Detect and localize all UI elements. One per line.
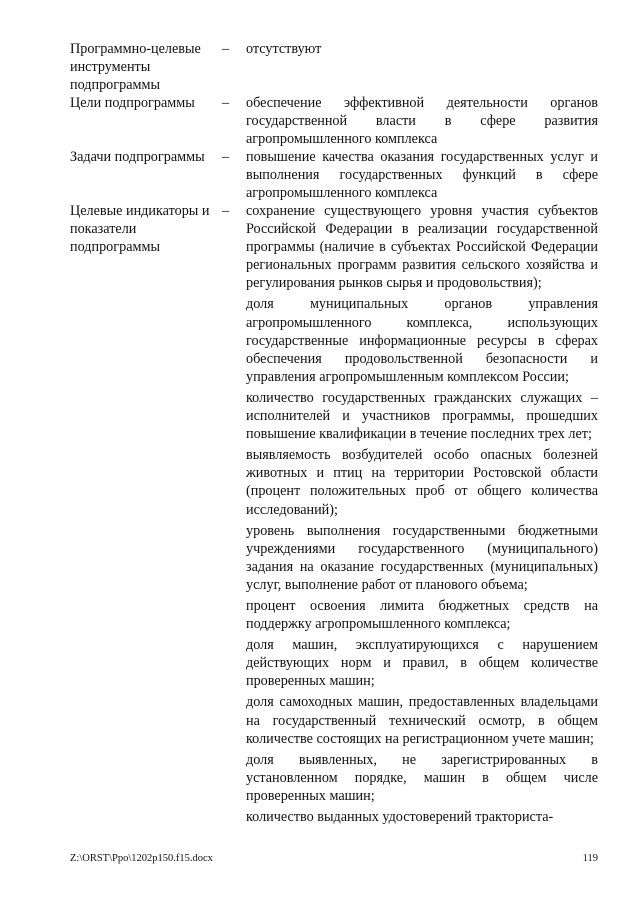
row-label: Целевые индикаторы и показатели подпрограммы: [70, 203, 210, 256]
page-number: 119: [582, 853, 598, 864]
content-paragraph: обеспечение эффективной деятельности органов государственной власти в сфере развития агропромышленного комплекса: [246, 95, 598, 148]
row-label: Программно-целевые инструменты подпрограммы: [70, 41, 201, 94]
row-dash: –: [222, 95, 230, 111]
row-dash: –: [222, 203, 230, 219]
content-paragraph: повышение качества оказания государственных услуг и выполнения государственных функций в сфере агропромышленного комплекса: [246, 149, 598, 202]
row-dash: –: [222, 149, 230, 165]
indicator-paragraph: сохранение существующего уровня участия субъектов Российской Федерации в реализации государственной программы (наличие в субъектах Российской Федерации региональных программ развития сельского хозяйства и регулирования рынков сырья и продовольствия);: [246, 203, 598, 292]
indicator-paragraph: количество выданных удостоверений тракториста-: [246, 809, 554, 825]
row-dash: –: [222, 41, 230, 57]
row-content: [246, 202, 598, 829]
indicator-paragraph: доля самоходных машин, предоставленных владельцами на государственный технический осмотр, в общем количестве состоящих на регистрационном учете машин;: [246, 694, 598, 747]
row-content: [246, 40, 598, 61]
row-content: [246, 148, 598, 205]
indicator-paragraph: доля машин, эксплуатирующихся с нарушением действующих норм и правил, в общем количестве проверенных машин;: [246, 637, 598, 690]
indicator-paragraph: доля муниципальных органов управления агропромышленного комплекса, использующих государственные информационные ресурсы в сферах обеспечения продовольственной безопасности и управления агропромышленным комплексом России;: [246, 296, 598, 385]
content-paragraph: отсутствуют: [246, 41, 322, 57]
row-content: [246, 94, 598, 151]
indicator-paragraph: уровень выполнения государственными бюджетными учреждениями государственного (муниципального) задания на оказание государственных (муниципальных) услуг, выполнение работ от планового объема;: [246, 522, 598, 593]
indicator-paragraph: количество государственных гражданских служащих – исполнителей и участников программы, прошедших повышение квалификации в течение последних трех лет;: [246, 389, 598, 443]
footer-file-path: Z:\ORST\Ppo\1202p150.f15.docx: [70, 853, 213, 864]
indicator-paragraph: процент освоения лимита бюджетных средств на поддержку агропромышленного комплекса;: [246, 597, 598, 633]
row-label: Задачи подпрограммы: [70, 149, 205, 165]
indicator-paragraph: выявляемость возбудителей особо опасных болезней животных и птиц на территории Ростовской области (процент положительных проб от общего количества исследований);: [246, 447, 598, 518]
row-label: Цели подпрограммы: [70, 95, 195, 111]
indicator-paragraph: доля выявленных, не зарегистрированных в установленном порядке, машин в общем числе проверенных машин;: [246, 751, 598, 804]
